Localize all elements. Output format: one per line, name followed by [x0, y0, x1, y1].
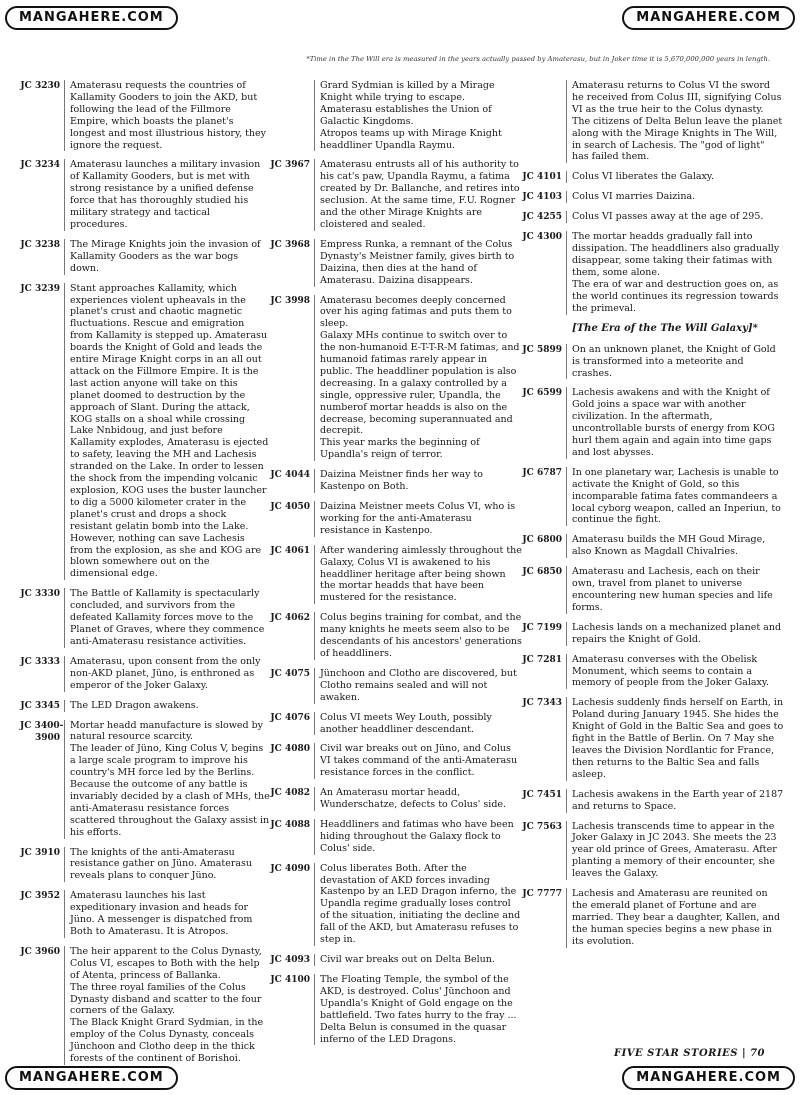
- timeline-entry: [522, 467, 784, 527]
- entry-text: The Battle of Kallamity is spectacularly concluded, and survivors from the defeated Kallamity forces move to the Planet of Graves, where they commence anti-Amaterasu resistance activities.: [64, 588, 270, 648]
- timeline-entry: [522, 171, 784, 183]
- entry-text: The Mirage Knights join the invasion of Kallamity Gooders as the war bogs down.: [64, 239, 270, 275]
- timeline-entry: [522, 821, 784, 881]
- entry-text: Lachesis lands on a mechanized planet and repairs the Knight of Gold.: [566, 622, 784, 646]
- entry-date: JC 3967: [270, 160, 310, 171]
- timeline-entry: [522, 534, 784, 558]
- entry-text: Amaterasu entrusts all of his authority to his cat's paw, Upandla Raymu, a fatima created by Dr. Ballanche, and retires into seclusion. At the same time, F.U. Rogner and the other Mirage Knights are cloistered and sealed.: [314, 159, 522, 230]
- timeline-entry: [20, 890, 270, 938]
- timeline-entry: [522, 387, 784, 458]
- entry-date: JC 4101: [522, 172, 562, 183]
- entry-text: Amaterasu returns to Colus VI the sword he received from Colus III, signifying Colus VI as the true heir to the Colus dynasty. The citizens of Delta Belun leave the planet along with the Mirage Knights in The Will, in search of Lachesis. The "god of light" has failed them.: [566, 80, 784, 163]
- timeline-entry: [522, 789, 784, 813]
- page-footer: FIVE STAR STORIES | 70: [613, 1048, 765, 1059]
- timeline-entry: [20, 946, 270, 1065]
- timeline-entry: [20, 80, 270, 151]
- timeline-entry: [270, 668, 522, 704]
- timeline-entry: [270, 239, 522, 287]
- entry-text: Lachesis transcends time to appear in the Joker Galaxy in JC 2043. She meets the 23 year old prince of Grees, Amaterasu. After planting a memory of their encounter, she leaves the Galaxy.: [566, 821, 784, 881]
- entry-text: The LED Dragon awakens.: [64, 700, 270, 712]
- entry-text: Amaterasu, upon consent from the only non-AKD planet, Jüno, is enthroned as emperor of the Joker Galaxy.: [64, 656, 270, 692]
- entry-date: JC 3960: [20, 946, 60, 957]
- entry-date: JC 3238: [20, 239, 60, 250]
- timeline-entry: [20, 588, 270, 648]
- entry-text: Civil war breaks out on Jüno, and Colus VI takes command of the anti-Amaterasu resistance forces in the conflict.: [314, 743, 522, 779]
- entry-date: JC 4088: [270, 819, 310, 830]
- entry-date: JC 6800: [522, 535, 562, 546]
- entry-text: Colus VI passes away at the age of 295.: [566, 211, 784, 223]
- timeline-entry: [270, 469, 522, 493]
- entry-text: Colus VI liberates the Galaxy.: [566, 171, 784, 183]
- timeline-entry: [20, 700, 270, 712]
- watermark-top-left: MANGAHERE.COM: [5, 6, 178, 30]
- timeline-entry: [522, 191, 784, 203]
- entry-text: The mortar headds gradually fall into dissipation. The headdliners also gradually disappear, some taking their fatimas with them, some alone. The era of war and destruction goes on, as the world continues its regression towards the primeval.: [566, 231, 784, 314]
- timeline-entry: [20, 239, 270, 275]
- entry-date: JC 6599: [522, 388, 562, 399]
- entry-text: Lachesis and Amaterasu are reunited on the emerald planet of Fortune and are married. They bear a daughter, Kallen, and the human species begins a new phase in its evolution.: [566, 888, 784, 948]
- entry-text: Grard Sydmian is killed by a Mirage Knight while trying to escape. Amaterasu establishes the Union of Galactic Kingdoms. Atropos teams up with Mirage Knight headdliner Upandla Raymu.: [314, 80, 522, 151]
- entry-text: Headdliners and fatimas who have been hiding throughout the Galaxy flock to Colus' side.: [314, 819, 522, 855]
- timeline-entry: [522, 654, 784, 690]
- entry-date: JC 3998: [270, 295, 310, 306]
- entry-text: Empress Runka, a remnant of the Colus Dynasty's Meistner family, gives birth to Daizina, then dies at the hand of Amaterasu. Daizina disappears.: [314, 239, 522, 287]
- entry-text: Colus liberates Both. After the devastation of AKD forces invading Kastenpo by an LED Dragon inferno, the Upandla regime gradually loses control of the situation, initiating the decline and fall of the AKD, but Amaterasu refuses to step in.: [314, 863, 522, 946]
- entry-date: JC 3230: [20, 81, 60, 91]
- entry-date: JC 3345: [20, 700, 60, 711]
- timeline-entry: [522, 697, 784, 780]
- entry-date: JC 4075: [270, 668, 310, 679]
- entry-text: In one planetary war, Lachesis is unable to activate the Knight of Gold, so this incomparable fatima fates commandeers a local cyborg weapon, called an Inperiun, to continue the fight.: [566, 467, 784, 527]
- entry-date: JC 4061: [270, 545, 310, 556]
- entry-date: [522, 80, 566, 163]
- entry-date: JC 4103: [522, 192, 562, 203]
- entry-date: JC 3234: [20, 160, 60, 171]
- entry-date: JC 3952: [20, 891, 60, 902]
- entry-date: JC 4044: [270, 470, 310, 481]
- entry-date: JC 7281: [522, 654, 562, 665]
- timeline-entry: [270, 295, 522, 462]
- entry-text: Amaterasu launches a military invasion of Kallamity Gooders, but is met with strong resistance by a unified defense force that has thoroughly studied his military strategy and tactical procedures.: [64, 159, 270, 230]
- entry-date: JC 3330: [20, 589, 60, 600]
- entry-text: Lachesis awakens in the Earth year of 2187 and returns to Space.: [566, 789, 784, 813]
- timeline-entry: [270, 743, 522, 779]
- entry-date: JC 3239: [20, 283, 60, 294]
- timeline-entry: [270, 863, 522, 946]
- entry-date: JC 7343: [522, 698, 562, 709]
- entry-text: The knights of the anti-Amaterasu resistance gather on Jüno. Amaterasu reveals plans to conquer Jüno.: [64, 847, 270, 883]
- timeline-entry: [522, 211, 784, 223]
- entry-text: Mortar headd manufacture is slowed by natural resource scarcity. The leader of Jüno, King Colus V, begins a large scale program to improve his country's MH force led by the Berlins. Because the outcome of any battle is invariably decided by a clash of MHs, the anti-Amaterasu resistance forces scattered throughout the Galaxy assist in his efforts.: [64, 720, 270, 839]
- entry-date: JC 3910: [20, 847, 60, 858]
- watermark-bottom-left: MANGAHERE.COM: [5, 1066, 178, 1090]
- watermark-top-right: MANGAHERE.COM: [622, 6, 795, 30]
- entry-text: Amaterasu launches his last expeditionary invasion and heads for Jüno. A messenger is dispatched from Both to Amaterasu. It is Atropos.: [64, 890, 270, 938]
- timeline-entry: [270, 80, 522, 151]
- timeline-entry: [20, 283, 270, 581]
- timeline-entry: [270, 159, 522, 230]
- entry-text: An Amaterasu mortar headd, Wunderschatze, defects to Colus' side.: [314, 787, 522, 811]
- timeline-entry: [270, 787, 522, 811]
- era-heading: [The Era of the The Will Galaxy]*: [572, 322, 758, 334]
- entry-text: Amaterasu requests the countries of Kallamity Gooders to join the AKD, but following the lead of the Fillmore Empire, which boasts the planet's longest and most illustrious history, they ignore the request.: [64, 80, 270, 151]
- entry-date: JC 4050: [270, 502, 310, 512]
- timeline-column-1: [20, 80, 270, 1073]
- watermark-bottom-right: MANGAHERE.COM: [622, 1066, 795, 1090]
- entry-date: JC 5899: [522, 344, 562, 355]
- entry-date: JC 3400- 3900: [20, 720, 64, 743]
- entry-text: Civil war breaks out on Delta Belun.: [314, 954, 522, 966]
- timeline-entry: [270, 819, 522, 855]
- entry-date: JC 3968: [270, 239, 310, 250]
- entry-text: The heir apparent to the Colus Dynasty, Colus VI, escapes to Both with the help of Atenta, princess of Ballanka. The three royal families of the Colus Dynasty disband and scatter to the four corners of the Galaxy. The Black Knight Grard Sydmian, in the employ of the Colus Dynasty, conceals Jünchoon and Clotho deep in the thick forests of the continent of Borishoi.: [64, 946, 270, 1065]
- timeline-entry: [20, 720, 270, 839]
- entry-text: Amaterasu converses with the Obelisk Monument, which seems to contain a memory of people from the Joker Galaxy.: [566, 654, 784, 690]
- entry-text: The Floating Temple, the symbol of the AKD, is destroyed. Colus' Jünchoon and Upandla's Knight of Gold engage on the battlefield. Two fates hurry to the fray ... Delta Belun is consumed in the quasar inferno of the LED Dragons.: [314, 974, 522, 1045]
- entry-date: JC 4080: [270, 744, 310, 755]
- entry-date: JC 4076: [270, 712, 310, 723]
- entry-date: JC 6850: [522, 567, 562, 578]
- entry-date: JC 4062: [270, 613, 310, 624]
- entry-date: JC 3333: [20, 656, 60, 667]
- entry-text: Amaterasu becomes deeply concerned over his aging fatimas and puts them to sleep. Galaxy MHs continue to switch over to the non-humanoid E-T-T-R-M fatimas, and humanoid fatimas rarely appear in public. The headdliner population is also decreasing. In a galaxy controlled by a single, oppressive ruler, Upandla, the numberof mortar headds is also on the decrease, becoming superannuated and decrepit. This year marks the beginning of Upandla's reign of terror.: [314, 295, 522, 462]
- timeline-entry: [270, 612, 522, 660]
- timeline-entry: [270, 954, 522, 966]
- entry-date: JC 4300: [522, 232, 562, 243]
- entry-text: Colus VI meets Wey Louth, possibly another headdliner descendant.: [314, 712, 522, 736]
- timeline-entry: [522, 566, 784, 614]
- timeline-entry: [270, 974, 522, 1045]
- entry-text: Stant approaches Kallamity, which experiences violent upheavals in the planet's crust and chaotic magnetic fluctuations. Rescue and emigration from Kallamity is stepped up. Amaterasu boards the Knight of Gold and leads the entire Mirage Knight corps in an all out attack on the Fillmore Empire. It is the last action anyone will take on this planet doomed to destruction by the approach of Slant. During the attack, KOG stalls on a shoal while crossing Lake Nnbidoug, and just before Kallamity explodes, Amaterasu is ejected to safety, leaving the MH and Lachesis stranded on the Lake. In order to lessen the shock from the impending volcanic explosion, KOG uses the buster launcher to dig a 5000 kilometer crater in the planet's crust and drops a shock resistant gelatin bomb into the Lake. However, nothing can save Lachesis from the explosion, as she and KOG are blown somewhere out on the dimensional edge.: [64, 283, 270, 581]
- entry-date: JC 7199: [522, 622, 562, 633]
- footnote: *Time in the The Will era is measured in the years actually passed by Amaterasu, but in Joker time it is 5,670,000,000 years in length.: [306, 55, 770, 63]
- timeline-entry: [522, 888, 784, 948]
- timeline-entry: [522, 622, 784, 646]
- entry-text: Colus begins training for combat, and the many knights he meets seem also to be descendants of his ancestors' generations of headdliners.: [314, 612, 522, 660]
- entry-date: JC 4090: [270, 863, 310, 874]
- entry-text: Amaterasu builds the MH Goud Mirage, also Known as Magdall Chivalries.: [566, 534, 784, 558]
- timeline-column-3: [522, 80, 784, 956]
- timeline-entry: [270, 545, 522, 605]
- entry-text: Lachesis suddenly finds herself on Earth, in Poland during January 1945. She hides the Knight of Gold in the Baltic Sea and goes to fight in the Battle of Berlin. On 7 May she leaves the Division Nordlantic for France, then returns to the Baltic Sea and falls asleep.: [566, 697, 784, 780]
- entry-date: JC 4255: [522, 212, 562, 223]
- entry-text: Colus VI marries Daizina.: [566, 191, 784, 203]
- entry-date: JC 7777: [522, 889, 562, 900]
- timeline-entry: [20, 159, 270, 230]
- entry-text: Lachesis awakens and with the Knight of Gold joins a space war with another civilization. In the aftermath, uncontrollable bursts of energy from KOG hurl them again and again into time gaps and lost abysses.: [566, 387, 784, 458]
- timeline-entry: [20, 656, 270, 692]
- entry-text: After wandering aimlessly throughout the Galaxy, Colus VI is awakened to his headdliner heritage after being shown the mortar headds that have been mustered for the resistance.: [314, 545, 522, 605]
- entry-date: JC 7451: [522, 789, 562, 800]
- timeline-entry: [270, 501, 522, 537]
- timeline-entry: [522, 344, 784, 380]
- entry-date: [270, 80, 314, 151]
- entry-text: Daizina Meistner meets Colus VI, who is working for the anti-Amaterasu resistance in Kastenpo.: [314, 501, 522, 537]
- entry-text: Jünchoon and Clotho are discovered, but Clotho remains sealed and will not awaken.: [314, 668, 522, 704]
- entry-text: Amaterasu and Lachesis, each on their own, travel from planet to universe encountering new human species and life forms.: [566, 566, 784, 614]
- entry-text: Daizina Meistner finds her way to Kastenpo on Both.: [314, 469, 522, 493]
- entry-date: JC 4082: [270, 788, 310, 799]
- timeline-entry: [270, 712, 522, 736]
- entry-text: On an unknown planet, the Knight of Gold is transformed into a meteorite and crashes.: [566, 344, 784, 380]
- timeline-entry: [20, 847, 270, 883]
- entry-date: JC 4093: [270, 955, 310, 965]
- timeline-entry: [522, 80, 784, 163]
- timeline-column-2: [270, 80, 522, 1053]
- entry-date: JC 7563: [522, 821, 562, 832]
- entry-date: JC 4100: [270, 975, 310, 985]
- timeline-entry: [522, 231, 784, 314]
- entry-date: JC 6787: [522, 467, 562, 478]
